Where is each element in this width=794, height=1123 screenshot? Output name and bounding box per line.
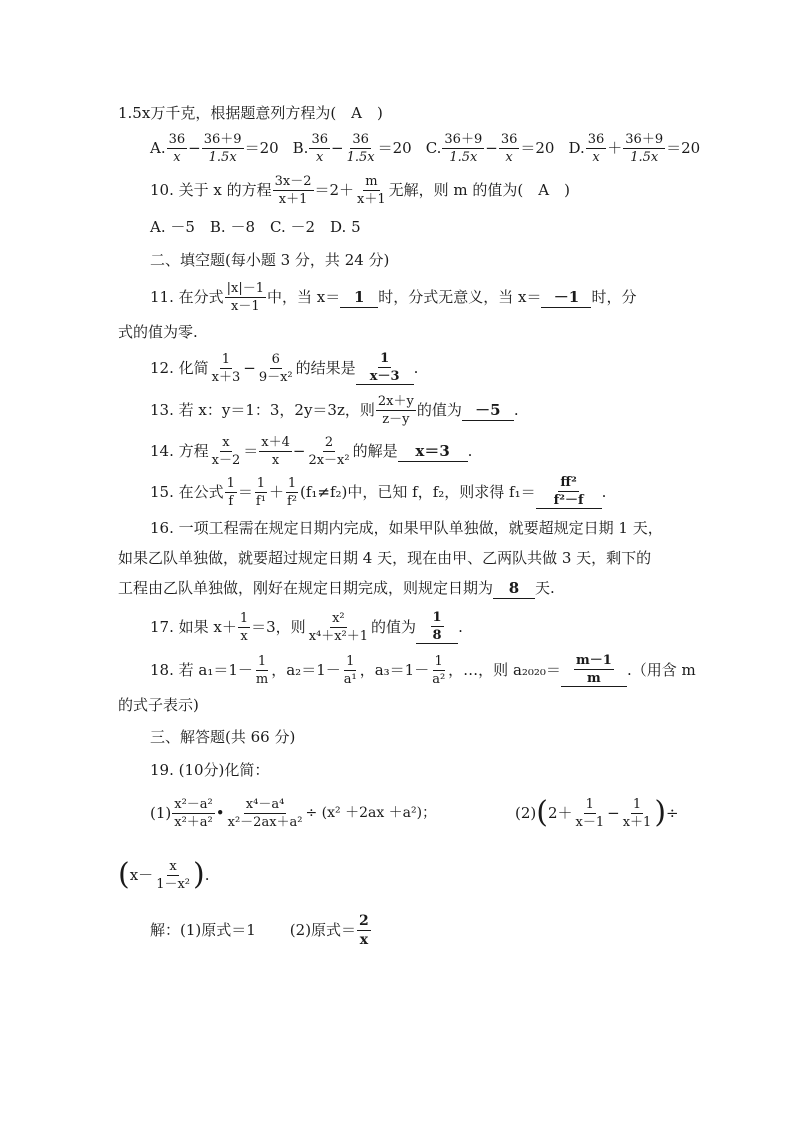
q10-options: A. －5 B. －8 C. －2 D. 5: [150, 218, 361, 236]
q16-line2: 如果乙队单独做，就要超过规定日期 4 天，现在由甲、乙两队共做 3 天，剩下的: [118, 549, 652, 567]
q19-solution: 解：(1)原式＝1 (2)原式＝ $\frac{2}{x}$: [150, 912, 369, 948]
q15-answer: $\frac{\text{ff²}}{\text{f²－f}}$: [536, 475, 602, 509]
q9-stem: 1.5x万千克，根据题意列方程为( A ): [118, 104, 383, 122]
q11-question: 11. 在分式 $\frac{|x|-1}{x-1}$ 中，当 x＝ 1 时，分式无意义，当 x＝ －1 时，分: [150, 280, 637, 314]
q17-question: 17. 如果 x＋ $\frac{1}{x}$ ＝3，则 $\frac{\text{x²}}{\text{x⁴＋x²＋1}}$ 的值为 $\frac{1}{8}$ .: [150, 610, 463, 644]
q16-answer: 8: [493, 578, 535, 599]
q15-question: 15. 在公式 $\frac{1}{f}$ ＝ $\frac{1}{\text{f¹}}$ ＋ $\frac{1}{\text{f²}}$ (f₁≠f₂)中，已知 f，f₂，则求得 f₁＝ $\frac{\text{ff²}}{\text{f²－f}}$ .: [150, 475, 607, 509]
q10-question: 10. 关于 x 的方程 $\frac{3x-2}{x+1}$ ＝2＋ $\frac{m}{x+1}$ 无解，则 m 的值为( A ): [150, 173, 570, 207]
section-solve-heading: 三、解答题(共 66 分): [150, 728, 296, 746]
q16-line3: 工程由乙队单独做，刚好在规定日期完成，则规定日期为 8 天.: [118, 579, 555, 597]
q9-option-a: A. $\frac{36}{x}$ − $\frac{36+9}{1.5x}$ ＝20: [150, 131, 279, 165]
q19-part2: (2) ( 2＋ $\frac{1}{x-1}$ − $\frac{1}{x+1}$ ) ÷: [515, 795, 679, 830]
q19-part2-cont: ( x－ $\frac{x}{\text{1－x²}}$ ) .: [118, 857, 210, 892]
q11-answer-1: 1: [340, 287, 378, 308]
q13-question: 13. 若 x：y＝1：3，2y＝3z，则 $\frac{2x+y}{z-y}$ 的值为 －5 .: [150, 393, 519, 427]
q19-title: 19. (10分)化简：: [150, 761, 270, 779]
q18-question: 18. 若 a₁＝1－ $\frac{1}{m}$ ，a₂＝1－ $\frac{1}{\text{a¹}}$ ，a₃＝1－ $\frac{1}{\text{a²}}$ ，…，则 a₂₀₂₀＝ $\frac{m-1}{m}$ .（用含 m: [150, 653, 696, 687]
q9-option-b: B. $\frac{36}{x}$ − $\frac{36}{1.5x}$ ＝20: [292, 131, 412, 165]
q12-answer: $\frac{1}{x-3}$: [356, 351, 414, 385]
q18-answer: $\frac{m-1}{m}$: [561, 653, 627, 687]
q11-answer-2: －1: [541, 287, 591, 308]
q16-line1: 16. 一项工程需在规定日期内完成，如果甲队单独做，就要超规定日期 1 天，: [150, 519, 663, 537]
q13-answer: －5: [462, 400, 514, 421]
q9-option-d: D. $\frac{36}{x}$ ＋ $\frac{36+9}{1.5x}$ ＝20: [568, 131, 701, 165]
q18-line2: 的式子表示): [118, 696, 199, 714]
q17-answer: $\frac{1}{8}$: [416, 610, 458, 644]
q12-question: 12. 化简 $\frac{1}{x+3}$ − $\frac{6}{\text{9－x²}}$ 的结果是 $\frac{1}{x-3}$ .: [150, 351, 419, 385]
q9-option-c: C. $\frac{36+9}{1.5x}$ − $\frac{36}{x}$ ＝20: [425, 131, 555, 165]
q14-answer: x＝3: [398, 441, 468, 462]
section-fill-in-heading: 二、填空题(每小题 3 分，共 24 分): [150, 251, 390, 269]
q9-options: [150, 128, 700, 168]
q19-part1: (1) $\frac{\text{x²－a²}}{\text{x²＋a²}}$ • $\frac{\text{x⁴－a⁴}}{\text{x²－2ax＋a²}}$ ÷ (x² ＋2ax ＋a²)；: [150, 796, 437, 830]
q11-line2: 式的值为零.: [118, 323, 198, 341]
q14-question: 14. 方程 $\frac{x}{x-2}$ ＝ $\frac{x+4}{x}$ − $\frac{2}{\text{2x－x²}}$ 的解是 x＝3 .: [150, 434, 473, 468]
